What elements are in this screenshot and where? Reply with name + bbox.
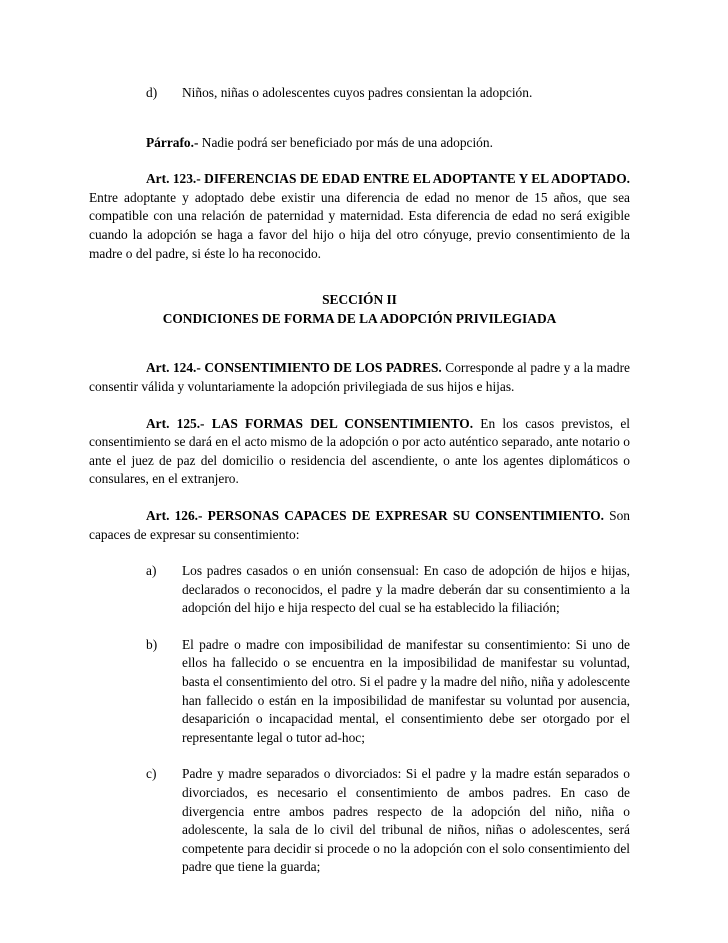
article-123-text: Entre adoptante y adoptado debe existir una diferencia de edad no menor de 15 años, que sea compatible con una relación de paternidad y maternidad. Esta diferencia de edad no será exigible cuando la adopción se haga a favor del hijo o hija del otro cónyuge, previo consentimiento de la madre o del padre, si éste lo ha reconocido. [89,189,630,261]
list-item-c [89,765,630,877]
section-title: CONDICIONES DE FORMA DE LA ADOPCIÓN PRIVILEGIADA [162,310,557,326]
article-125-text: En los casos previstos, el consentimiento se dará en el acto mismo de la adopción o por acto auténtico separado, ante notario o ante el juez de paz del domicilio o residencia del ascendiente, o ante los agentes diplomáticos o consulares, en el extranjero. [89,415,630,487]
item-letter: a) [146,563,157,579]
article-124-text: Corresponde al padre y a la madre consentir válida y voluntariamente la adopción privilegiada de sus hijos e hijas. [89,360,630,394]
item-letter: d) [146,85,158,100]
document-page [89,84,630,877]
list-item-b [89,636,630,748]
parrafo-label: Párrafo.- [146,134,199,150]
article-123-heading: Art. 123.- DIFERENCIAS DE EDAD ENTRE EL ADOPTANTE Y EL ADOPTADO. [146,171,630,187]
article-124 [89,359,630,396]
article-126-heading: Art. 126.- PERSONAS CAPACES DE EXPRESAR SU CONSENTIMIENTO. [146,507,604,523]
item-text: Padre y madre separados o divorciados: Si el padre y la madre están separados o divorciados, es necesario el consentimiento de ambos padres. En caso de divergencia entre ambos padres respecto de la adopción del niño, niña o adolescente, la sala de lo civil del tribunal de niños, niñas o adolescentes, será competente para decidir si procede o no la adopción con el solo consentimiento del padre que tiene la guarda; [182,766,630,875]
article-125-heading: Art. 125.- LAS FORMAS DEL CONSENTIMIENTO. [146,415,474,431]
item-letter: b) [146,636,158,652]
article-123 [89,170,630,263]
parrafo-text: Nadie podrá ser beneficiado por más de una adopción. [201,134,493,150]
item-text: Los padres casados o en unión consensual: En caso de adopción de hijos e hijas, declarados o reconocidos, el padre y la madre deberán dar su consentimiento a la adopción del hijo e hija respecto del cual se ha establecido la filiación; [182,563,630,616]
section-number: SECCIÓN II [322,292,397,308]
article-124-heading: Art. 124.- CONSENTIMIENTO DE LOS PADRES. [146,360,442,376]
article-125 [89,415,630,489]
parrafo [89,134,630,153]
list-item-d [89,84,630,103]
item-letter: c) [146,766,157,782]
item-text: El padre o madre con imposibilidad de manifestar su consentimiento: Si uno de ellos ha fallecido o se encuentra en la imposibilidad de manifestar su voluntad, basta el consentimiento del otro. Si el padre y la madre del niño, niña y adolescente han fallecido o están en la imposibilidad de manifestar su voluntad por ausencia, desaparición o incapacidad mental, el consentimiento debe ser otorgado por el representante legal o tutor ad-hoc; [182,636,630,745]
article-126-text: Son capaces de expresar su consentimiento: [89,507,630,542]
item-text: Niños, niñas o adolescentes cuyos padres consientan la adopción. [182,85,533,100]
article-126 [89,507,630,544]
list-item-a [89,562,630,618]
